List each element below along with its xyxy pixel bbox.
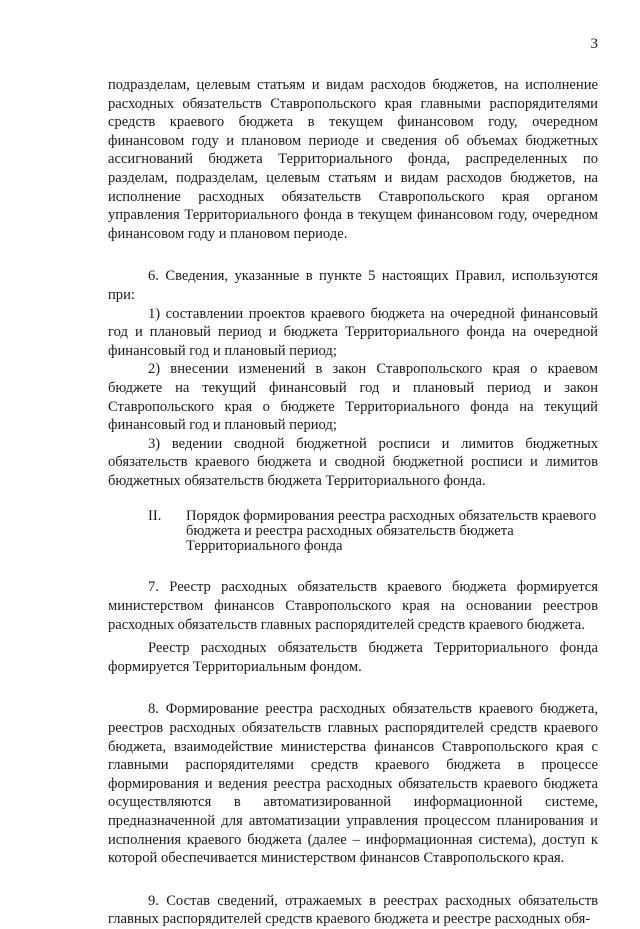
paragraph-6-item-3: 3) ведении сводной бюджетной росписи и лимитов бюджетных обязательств краевого бюджета и сводной бюджетной росписи и лимитов бюджетных обязательств бюджета Территориального фонда. <box>108 435 598 489</box>
paragraph-9: 9. Состав сведений, отражаемых в реестрах расходных обязательств главных распорядителей средств краевого бюджета и реестре расходных обя- <box>108 892 598 928</box>
paragraph-8: 8. Формирование реестра расходных обязательств краевого бюджета, реестров расходных обязательств главных распорядителей средств краевого бюджета, взаимодействие министерства финансов Ставропольского края с главными распорядителями средств краевого бюджета в процессе формирования и ведения реестра расходных обязательств краевого бюджета осуществляются в автоматизированной информационной системе, предназначенной для автоматизации управления процессом планирования и исполнения краевого бюджета (далее – информационная система), доступ к которой обеспечивается министерством финансов Ставропольского края. <box>108 701 598 867</box>
paragraph-7: 7. Реестр расходных обязательств краевого бюджета формируется министерством финансов Ставропольского края на основании реестров расходных обязательств главных распорядителей средств краевого бюджета. <box>108 579 598 633</box>
paragraph-continuation: подразделам, целевым статьям и видам расходов бюджетов, на исполнение расходных обязательств Ставропольского края главными распорядителями средств краевого бюджета в текущем финансовом году, очередном финансовом году и плановом периоде и сведения об объемах бюджетных ассигнований бюджета Территориального фонда, распределенных по разделам, подразделам, целевым статьям и видам расходов бюджетов, на исполнение расходных обязательств Ставропольского края органом управления Территориального фонда в текущем финансовом году, очередном финансовом году и плановом периоде. <box>108 77 598 242</box>
section-heading <box>108 509 598 554</box>
section-number: II. <box>148 508 162 525</box>
section-title: Порядок формирования реестра расходных обязательств краевого бюджета и реестра расходных обязательств бюджета Территориального фонда <box>186 508 597 555</box>
paragraph-6-item-1: 1) составлении проектов краевого бюджета на очередной финансовый год и плановый период и бюджета Территориального фонда на очередной финансовый год и плановый период; <box>108 305 598 359</box>
page-number: 3 <box>590 36 598 52</box>
document-body <box>108 76 598 929</box>
paragraph-7-second: Реестр расходных обязательств бюджета Территориального фонда формируется Территориальным фондом. <box>108 640 598 675</box>
paragraph-6: 6. Сведения, указанные в пункте 5 настоящих Правил, используются при: <box>108 268 598 303</box>
paragraph-6-item-2: 2) внесении изменений в закон Ставропольского края о краевом бюджете на текущий финансовый год и плановый период и закон Ставропольского края о бюджете Территориального фонда на текущий финансовый год и плановый период; <box>108 361 598 434</box>
